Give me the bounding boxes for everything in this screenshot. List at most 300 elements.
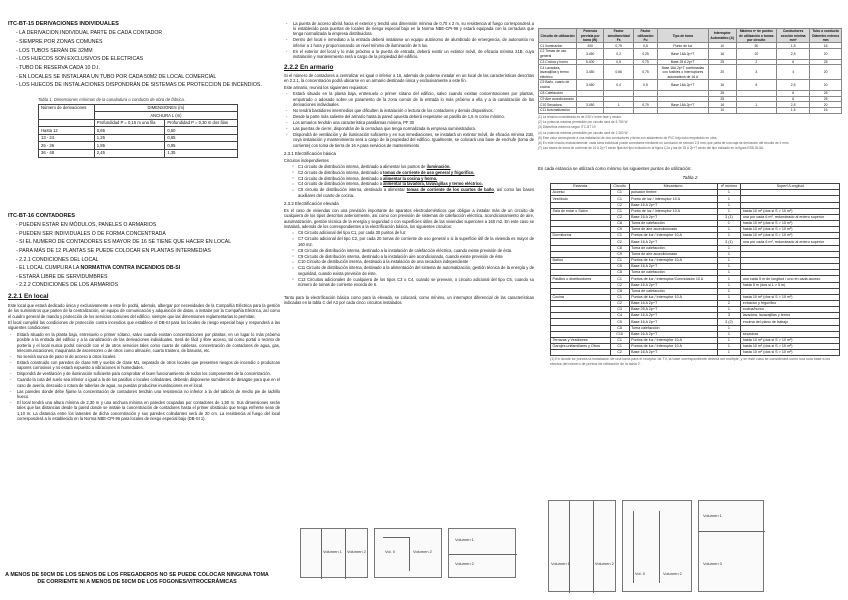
volume-label: Vol. 0: [385, 549, 396, 554]
list-item: - Estará construido con paredes de clase M0 y suelos de clase M1, separado de otros locales que presenten riesgos de incendio o produzcan vapores corrosivos y no estará expuesto a vibraciones ni humedades.: [8, 360, 280, 371]
table-header-cell: Estancia: [551, 184, 611, 190]
itc16-item: - ESTARÁ LIBRE DE SERVIDUMBRES: [16, 273, 108, 280]
table-row: [539, 80, 842, 90]
itc15-item: - LOS TUBOS SERÁN DE 32MM: [16, 47, 93, 54]
elevada-list: [292, 230, 534, 287]
table-cell: [634, 108, 658, 114]
table-cell: C2: [610, 202, 629, 208]
table-header-cell: Potencia prevista por toma (W): [577, 29, 604, 43]
table-cell: 1: [717, 196, 741, 202]
volume-label: Volumen 2: [663, 571, 682, 576]
divider: [383, 537, 409, 538]
table-cell: 3: [717, 313, 741, 319]
table-cell: 1: [717, 227, 741, 233]
table-cell: Base 16 A 2p+T: [629, 282, 717, 288]
table-cell: Base 16 A 2p+T: [629, 202, 717, 208]
itc16-item-text: - EL LOCAL CUMPLIRA LA: [16, 265, 80, 272]
table-cell: C1: [610, 233, 629, 239]
table-cell: C8: [610, 220, 629, 226]
table-cell: C9 Aire acondicionado: [539, 96, 577, 102]
table-cell: 0,66: [604, 65, 634, 80]
table1-sub2: Profundidad P = 0,30 m dos filas: [165, 119, 238, 127]
list-item: - No servirá nunca de paso ni de acceso a otros locales.: [8, 354, 280, 359]
table-cell: C10 Secadora: [539, 102, 577, 108]
table-cell: [604, 108, 634, 114]
table-cell: Toma de calefacción: [629, 220, 717, 226]
table-cell: Acceso: [551, 190, 611, 196]
table-cell: Toma de calefacción: [629, 270, 717, 276]
table-cell: hasta 10 m² (dos si S > 10 m²): [741, 350, 840, 356]
circuit-highlight: iluminación.: [426, 163, 451, 169]
door-list: [284, 21, 534, 60]
list-item: ○ C7 Circuito adicional del tipo C2, por cada 20 tomas de corriente de uso general o si la superficie útil de la vivienda es mayor de 160 m2.: [292, 236, 534, 247]
table-cell: una por cada 6 m², redondeado al entero superior: [741, 214, 840, 220]
table-cell: 1,25: [94, 134, 165, 142]
table-cell: hasta 10 m² (dos si S > 10 m²): [741, 344, 840, 350]
volume-label: Volumen 1: [551, 561, 570, 566]
table-cell: 6: [777, 90, 810, 96]
table1-header-top: DIMENSIONES (m): [94, 104, 237, 112]
basica-list: [292, 164, 534, 198]
table-cell: 6: [736, 80, 776, 90]
table-cell: Base 16 A 2p+T: [629, 313, 717, 319]
table-cell: Base 16 A 2p+T: [629, 214, 717, 220]
table-cell: Puntos de luz / Interruptor 10 A: [629, 294, 717, 300]
volume-label: Volumen 2: [455, 561, 474, 566]
itc16-item: - PUEDEN ESTAR EN MÓDULOS, PANELES O ARMARIOS: [16, 221, 157, 228]
table-cell: 16: [708, 102, 736, 108]
table-cell: 1: [717, 245, 741, 251]
table-cell: C1 Iluminación: [539, 43, 577, 49]
table-row: [39, 142, 238, 150]
table-note: (7) Las bases de toma de corriente de 16 A 2p+T serán fijas del tipo indicado en la figura C2a y las de 25 A 2p+T serán del tipo indicado en la figura ESB 25-5A.: [538, 146, 764, 151]
table-row: [39, 134, 238, 142]
table-cell: C2 Tomas de uso general: [539, 49, 577, 59]
divider: [321, 529, 322, 579]
itc15-item: - SIEMPRE POR ZONAS COMUNES: [16, 39, 103, 46]
table-cell: Toma de calefacción: [629, 288, 717, 294]
table-cell: C4 Lavadora, lavavajillas y termo eléctrico: [539, 65, 577, 80]
list-item: - Los armarios tendrán una característica parallamas mínima, PF 30: [284, 120, 534, 125]
local-list: [8, 332, 280, 422]
table-cell: 6: [777, 96, 810, 102]
list-item: ○ C9 Circuito de distribución interna, destinado a la instalación aire acondicionado, cuando existe previsión de éste: [292, 254, 534, 259]
table-cell: 1: [717, 233, 741, 239]
itc15-item: - LA DERIVACION INDIVIDUAL PARTE DE CADA CONTADOR: [16, 30, 163, 37]
list-item: [292, 164, 534, 169]
itc16-item: - PUEDEN SER INDIVIDUALES O DE FORMA CONCENTRADA: [16, 230, 166, 237]
table-cell: [577, 108, 604, 114]
list-item: [292, 181, 534, 186]
column-left: [8, 0, 280, 600]
table-cell: Puntos de luz / Interruptor 10 A: [629, 337, 717, 343]
elevada-paragraph: Tanto para la electrificación básica como para la elevada, se colocará, como mínimo, un interruptor diferencial de las características indicadas en la tabla C del A3 por cada cinco circuitos instalados.: [284, 294, 534, 306]
table-cell: hasta 5 m (dos si L > 5 m): [741, 282, 840, 288]
table2-note: (1) En donde se prevea la instalación de una toma para el receptor de TV, la base correspondiente deberá ser múltiple, y en este caso se considerará como una sola base a los efectos del número de puntos de utilización de la tabla 2.: [550, 357, 831, 367]
table-cell: hasta 10 m² (dos si S > 10 m²): [741, 294, 840, 300]
itc15-item: - LOS HUECOS DE INSTALACIONES DISPONDRÁN DE SISTEMAS DE PROTECCION DE INCENDIOS.: [16, 82, 262, 89]
table-cell: hasta 10 m² (dos si S > 10 m²): [741, 233, 840, 239]
table-cell: 1: [717, 190, 741, 196]
table-cell: 16: [708, 80, 736, 90]
table-cell: Toma de calefacción: [629, 245, 717, 251]
table-cell: 3.450: [577, 102, 604, 108]
plan-2: [374, 528, 442, 578]
basica-sub: Circuitos independientes: [284, 157, 329, 163]
table-cell: 3 (1): [717, 214, 741, 220]
table-cell: [736, 108, 776, 114]
table-cell: lavadora, lavavajillas y termo: [741, 313, 840, 319]
table-cell: [551, 350, 611, 356]
table-cell: 2: [717, 301, 741, 307]
table-cell: 200: [577, 43, 604, 49]
itc15-list: [8, 30, 280, 89]
table-cell: Pasillos o distribuidores: [551, 276, 611, 282]
table-row: [539, 65, 842, 80]
table-cell: 0,50: [165, 127, 238, 135]
divider: [449, 554, 517, 555]
table-cell: 0,65: [94, 127, 165, 135]
table-cell: 0,95: [165, 142, 238, 150]
circuits-table-body: [539, 43, 842, 114]
table-cell: C5: [610, 319, 629, 325]
table-cell: C1: [610, 294, 629, 300]
table-cell: Puntos de luz / Interruptor 10 A: [629, 233, 717, 239]
volume-label: Volumen 2: [347, 549, 366, 554]
table1-header-left: Número de derivaciones: [39, 104, 95, 119]
table-cell: 1: [717, 325, 741, 331]
table-header-cell: Conductores sección mínima mm²: [777, 29, 810, 43]
table-cell: Base 16 A 2p+T: [629, 350, 717, 356]
table-cell: 10: [708, 43, 736, 49]
table-cell: 20: [810, 49, 842, 59]
table-cell: Base 16 A 2p+T: [629, 331, 717, 337]
table-cell: 0,5: [634, 80, 658, 90]
elevada-paragraph: Es el caso de viviendas con una previsión importante de aparatos electrodomésticos que obligue a instalar más de un circuito de cualquiera de los tipos descritos anteriormente, así como con previsión de sistemas de calefacción eléctrica, acondicionamiento de aire, automatización, gestión técnica de la energía y seguridad o con superficies útiles de las viviendas superiores a 160 m2. En este caso se instalará, además de los correspondientes a la electrificación básica, los siguientes circuitos:: [284, 207, 534, 230]
circuit-highlight: tomas de corriente de los cuartos de baño: [406, 187, 494, 193]
table-cell: 4: [777, 65, 810, 80]
table-cell: C2: [610, 350, 629, 356]
table-header-cell: nº mínimo: [717, 184, 741, 190]
list-item: [292, 176, 534, 181]
local-paragraph: Este local que estará dedicado única y exclusivamente a este fin podrá, además, albergar por necesidades de la Compañía Eléctrica para la gestión de los suministros que parten de la centralización, un equipo de comunicación y adquisición de datos, a instalar por la Compañía Eléctrica, así como el cuadro general de mando y protección de los servicios comunes del edificio, siempre que las dimensiones reglamentarias lo permitan.: [8, 302, 280, 319]
table-cell: 1: [717, 282, 741, 288]
table-cell: Puntos de luz / Interruptor/Conmutador 10 A: [629, 276, 717, 282]
table-cell: C8: [610, 245, 629, 251]
table-cell: C5 Baño, cuarto de cocina: [539, 80, 577, 90]
table-cell: Base 16 A 2p+T: [629, 319, 717, 325]
itc16-item-norma: [16, 265, 280, 272]
table-cell: C4: [610, 313, 629, 319]
table-cell: Base 16A 2p+T combinadas con fusibles o interruptores automáticos de 16 A: [657, 65, 708, 80]
table-note: (2) La potencia máxima permisible por circuito será de 5.750 W: [538, 120, 628, 125]
table-cell: 2,5: [777, 49, 810, 59]
norma-bold: NORMATIVA CONTRA INCENDIOS DB-SI: [80, 265, 181, 272]
table-cell: 3 (2): [717, 319, 741, 325]
circuits-table: [538, 28, 842, 114]
column-right: [538, 0, 842, 600]
itc16-list: [8, 222, 280, 289]
table1-header-width: ANCHURA L (m): [94, 112, 237, 120]
table-cell: C2: [610, 282, 629, 288]
table-header-cell: Superf./Longitud: [741, 184, 840, 190]
table-cell: C5: [610, 264, 629, 270]
table-cell: 25: [810, 96, 842, 102]
circuits-table-notes: [538, 115, 842, 150]
table-cell: C9: [610, 251, 629, 257]
basica-title: 2.3.1 Electrificación básica: [284, 151, 336, 157]
final-note: A MENOS DE 50CM DE LOS SENOS DE LOS FREGADEROS NO SE PUEDE COLOCAR NINGUNA TOMA DE CORRIENTE NI A MENOS DE 50CM DE LOS FOGONES/VITROCERÁMICAS: [5, 572, 269, 586]
itc15-item: - TUBO DE RESERVA CADA 10 D.I.: [16, 64, 100, 71]
table-cell: C2: [610, 301, 629, 307]
table-cell: 0,25: [634, 49, 658, 59]
table-cell: 1: [717, 276, 741, 282]
table-cell: 0,4: [604, 80, 634, 90]
table-cell: Punto de luz / Interruptor 10 A: [629, 208, 717, 214]
table-cell: encima del plano de trabajo: [741, 319, 840, 325]
local-title: 2.2.1 En local: [8, 293, 49, 301]
table-cell: 0,5: [634, 43, 658, 49]
plan-3: [448, 528, 516, 578]
column-middle: [284, 0, 534, 600]
table-cell: 1: [717, 331, 741, 337]
itc16-item: - SI EL NUMERO DE CONTADORES ES MAYOR DE 16 SE TIENE QUE HACER EN LOCAL: [16, 239, 232, 246]
table-cell: Toma de aire acondicionado: [629, 251, 717, 257]
table-cell: cocina/horno: [741, 307, 840, 313]
table-cell: 1: [604, 102, 634, 108]
table-cell: 25: [708, 90, 736, 96]
volume-label: Volumen 1: [323, 549, 342, 554]
table-cell: 1: [717, 288, 741, 294]
table-cell: 1,5: [777, 43, 810, 49]
table-header-cell: Circuito: [610, 184, 629, 190]
table-cell: Base 16 A 2p+T: [629, 264, 717, 270]
table-cell: uno cada 5 m de longitud / uno en cada acceso: [741, 276, 840, 282]
volume-label: Vol. 0: [635, 571, 646, 576]
table-cell: C1: [610, 276, 629, 282]
circuit-text: C3 circuito de distribución interna, destinado a: [298, 175, 384, 181]
circuit-text: , así como las bases auxiliares del cuarto de cocina.: [298, 187, 534, 198]
table-cell: 0,75: [634, 102, 658, 108]
table-cell: 2,45: [94, 149, 165, 157]
table-cell: 1: [717, 220, 741, 226]
table-cell: 20: [708, 65, 736, 80]
itc16-item: - 2.2.2 CONDICIONES DE LOS ARMARIOS: [16, 282, 119, 289]
table-cell: 13 - 24: [39, 134, 95, 142]
list-item: - Cuando la cota del suelo sea inferior o igual a la de los pasillos o locales colindantes, deberán disponerse sumideros de desagüe para que en el caso de avería, descuido o rotura de tuberías de agua, no puedan producirse inundaciones en el local.: [8, 377, 280, 388]
itc16-item: - 2.2.1 CONDICIONES DEL LOCAL: [16, 256, 99, 263]
list-item: - El local tendrá una altura mínima de 2,30 m y una anchura mínima en paredes ocupadas por contadores de 1,50 m. Sus dimensiones serán tales que las distancias desde la pared donde se instale la concentración de contadores hasta el primer obstáculo que tenga enfrente sean de 1,10 m. La distancia entre los laterales de dicha concentración y sus paredes colindantes será de 20 cm. La resistencia al fuego del local corresponderá a lo establecido en la Norma NBE-CPI-96 para locales de riesgo especial bajo (DB-SI 1).: [8, 400, 280, 422]
table-cell: C3 Cocina y horno: [539, 59, 577, 65]
table-cell: C2: [610, 214, 629, 220]
table-cell: secadora: [741, 331, 840, 337]
table-cell: una por cada 6 m², redondeado al entero superior: [741, 239, 840, 245]
table-cell: Terrazas y Vestidores: [551, 337, 611, 343]
circuit-highlight: tomas de corriente de uso general y frigorífico.: [383, 169, 475, 175]
list-item: ○ C10 Circuito de distribución interna, destinado a la instalación de una secadora independiente: [292, 259, 534, 264]
rooms-table-body: [551, 190, 840, 356]
table-cell: Punto de luz / Interruptor 10 A: [629, 196, 717, 202]
table-cell: C2: [610, 239, 629, 245]
circuit-highlight: alimentar la cocina y horno.: [383, 175, 438, 181]
table-cell: Toma calefacción: [629, 325, 717, 331]
table-cell: Base 16 A 2p+T: [629, 239, 717, 245]
table-cell: Puntos de luz / Interruptor 10 A: [629, 257, 717, 263]
table-cell: C8 Calefacción: [539, 90, 577, 96]
volume-label: Volumen 3: [703, 561, 722, 566]
circuit-text: C2 circuito de distribución interna, destinado a: [298, 169, 384, 175]
table-cell: 0,75: [634, 65, 658, 80]
table-cell: 20: [810, 102, 842, 108]
table-cell: Garajes unifamiliares y Otros: [551, 344, 611, 350]
table-cell: 1: [717, 251, 741, 257]
table-cell: 3 (1): [717, 239, 741, 245]
table-note: (5) Este valor corresponde a una instalación de dos conductores y tierra con aislamiento de PVC bajo tubo empotrado en obra.: [538, 135, 718, 140]
table-header-row: [539, 29, 842, 43]
table-cell: C11 Automatización: [539, 108, 577, 114]
table-cell: hasta 10 m² (dos si S > 10 m²): [741, 337, 840, 343]
table-cell: [657, 108, 708, 114]
table-cell: 10: [708, 108, 736, 114]
list-item: - No tendrá bastidores intermedios que dificulten la instalación o lectura de los contadores y demás dispositivos.: [284, 108, 534, 113]
volume-label: Volumen 2: [595, 561, 614, 566]
table-cell: 1: [717, 264, 741, 270]
table1-sub1: Profundidad P = 0,15 m una fila: [94, 119, 165, 127]
local-paragraph: El local cumplirá las condiciones de protección contra incendios que establece el DB-SI para los locales de riesgo especial bajo y responderá a las siguientes condiciones:: [8, 319, 280, 331]
list-item: - Estará situado en la planta baja, entresuelo o primer sótano del edificio, salvo cuando existan concentraciones por plantas, empotrado o adosado sobre un paramento de la zona común de la entrada lo más próximo a ella y a la canalización de las derivaciones individuales.: [284, 91, 534, 107]
table-cell: 1: [717, 350, 741, 356]
table-cell: 3.450: [577, 80, 604, 90]
table-cell: 25: [708, 59, 736, 65]
table-cell: 25: [708, 96, 736, 102]
table-cell: 1: [717, 337, 741, 343]
table-cell: 1: [717, 257, 741, 263]
table-cell: C1: [610, 337, 629, 343]
table-cell: 2,5: [777, 80, 810, 90]
table-cell: C8: [610, 288, 629, 294]
table-row: [539, 108, 842, 114]
table-cell: 2,5: [777, 102, 810, 108]
table-header-cell: Mecanismo: [629, 184, 717, 190]
table-cell: Dormitorios: [551, 233, 611, 239]
table-cell: 0,65: [165, 134, 238, 142]
table2-intro: En cada estancia se utilizará como mínimo los siguientes puntos de utilización:: [538, 166, 692, 172]
volume-label: Volumen 2: [413, 549, 432, 554]
table-cell: 16: [708, 49, 736, 59]
table-note: (6) En este circuito exclusivamente, cada toma individual puede conectarse mediante un conductor de sección 2,5 mm² que parta de una caja de derivación del circuito de 4 mm².: [538, 140, 790, 145]
table-cell: 16: [810, 43, 842, 49]
list-item: - En el exterior del local y lo más próximo a la puerta de entrada, deberá existir un extintor móvil, de eficacia mínima 21B, cuya instalación y mantenimiento será a cargo de la propiedad del edificio.: [284, 49, 534, 60]
table-row: [39, 127, 238, 135]
table-cell: Base 16 A 2p+T: [629, 301, 717, 307]
table-header-cell: Circuito de utilización: [539, 29, 577, 43]
table-cell: 3.450: [577, 65, 604, 80]
divider: [345, 529, 346, 579]
table-cell: 1: [717, 344, 741, 350]
table-cell: 1: [717, 270, 741, 276]
volume-label: Volumen 1: [455, 537, 474, 542]
table-cell: 25: [810, 90, 842, 96]
table-cell: 0,75: [634, 59, 658, 65]
armario-title: 2.2.2 En armario: [284, 63, 334, 71]
table-cell: Baños: [551, 257, 611, 263]
table-cell: Base 25 A 2p+T: [657, 59, 708, 65]
table1-caption: Tabla 1. Dimensiones mínimas de la canaladura o conducto de obra de fábrica.: [38, 97, 185, 103]
itc15-title: ITC-BT-15 DERIVACIONES INDIVIDUALES: [8, 21, 119, 28]
list-item: [292, 187, 534, 198]
table-cell: 1,35: [165, 149, 238, 157]
table1-blank: [39, 119, 95, 127]
table-cell: 20: [736, 49, 776, 59]
table-cell: 0,75: [604, 43, 634, 49]
table-cell: pulsador timbre: [629, 190, 717, 196]
itc15-item: - EN LOCALES SE INSTALARA UN TUBO POR CADA 50M2 DE LOCAL COMERCIAL: [16, 73, 217, 80]
table-cell: Puntos de luz / Interruptor 10 A: [629, 344, 717, 350]
table-cell: 6: [777, 59, 810, 65]
table-cell: 1: [717, 208, 741, 214]
table-cell: 0,2: [604, 49, 634, 59]
list-item: - La puerta de acceso abrirá hacia el exterior y tendrá una dimensión mínima de 0,70 x 2 m, su resistencia al fuego corresponderá a lo establecido para puertas de locales de riesgo especial bajo en la Norma NBE-CPI-96 y estará equipada con la cerradura que tenga normalizada la empresa distribuidora.: [284, 21, 534, 37]
table-cell: Sala de estar o Salón: [551, 208, 611, 214]
table-cell: 1: [717, 202, 741, 208]
table-cell: Base 16A 2p+T: [657, 49, 708, 59]
divider: [409, 537, 410, 571]
table-header-cell: Tubo o conducto Diámetro externo mm: [810, 29, 842, 43]
armario-paragraph: Si el número de contadores a centralizar es igual o inferior a 16, además de poderse instalar en un local de las características descritas en 2.2.1, la concentración podrá ubicarse en un armario destinado única y exclusivamente a este fin.: [284, 72, 534, 84]
table-cell: 20: [810, 80, 842, 90]
list-item: - Las puertas de cierre, dispondrán de la cerradura que tenga normalizada la empresa suministradora.: [284, 126, 534, 131]
circuit-text: C1 circuito de distribución interna, destinado a alimentar los puntos de: [298, 163, 427, 169]
table-cell: C1: [610, 257, 629, 263]
list-item: - Dentro del local e inmediato a la entrada deberá instalarse un equipo autónomo de alumbrado de emergencia, de autonomía no inferior a 1 hora y proporcionando un nivel mínimo de iluminación de 5 lux.: [284, 37, 534, 48]
list-item: - Estará situado en la planta baja, entresuelo o primer sótano, salvo cuando existan concentraciones por plantas, en un lugar lo más próximo posible a la entrada del edificio y a la canalización de las derivaciones individuales. Será de fácil y libre acceso, tal como portal o recinto de portería y el local nunca podrá coincidir con el de otros servicios tales como cuarto de calderas, concentración de contadores de agua, gas, telecomunicaciones, maquinaria de ascensores o de otros como almacén, cuarto trastero, de basuras, etc.: [8, 332, 280, 354]
elevada-title: 2.3.2 Electrificación elevada: [284, 201, 339, 207]
table-cell: Base 16A 2p+T: [657, 80, 708, 90]
volume-label: Volumen 1: [703, 513, 722, 518]
table-cell: 1: [717, 294, 741, 300]
table-cell: 36 - 48: [39, 149, 95, 157]
table-header-cell: Máximo nº de puntos de utilización o tomas por circuito: [736, 29, 776, 43]
list-item: ○ C8 Circuito de distribución interna, destinado a la instalación de calefacción eléctrica, cuando existe previsión de ésta.: [292, 248, 534, 253]
table-cell: Punto de luz: [657, 43, 708, 49]
table-cell: 1: [736, 102, 776, 108]
list-item: ○ C11 Circuito de distribución interna, destinado a la alimentación del sistema de automatización, gestión técnica de la energía y de seguridad, cuando exista previsión de éste.: [292, 265, 534, 276]
table-cell: Base 25 A 2p+T: [629, 307, 717, 313]
table-row: [551, 350, 840, 356]
plan-1: [300, 528, 368, 578]
list-item: ○ C6 Circuito adicional del tipo C1, por cada 30 puntos de luz: [292, 230, 534, 235]
table-header-cell: Interruptor Automático (A): [708, 29, 736, 43]
list-item: - Dispondrá de ventilación y de iluminación suficiente y en sus inmediaciones, se instalará un extintor móvil, de eficacia mínima 21B, cuya instalación y mantenimiento será a cargo de la propiedad del edificio. Igualmente, se colocará una base de enchufe (toma de corriente) con toma de tierra de 16 A para servicios de mantenimiento: [284, 132, 534, 148]
list-item: ○ C12 Circuitos adicionales de cualquiera de los tipos C3 o C4, cuando se prevean, o circuito adicional del tipo C5, cuando su número de tomas de corriente exceda de 6.: [292, 277, 534, 288]
table-cell: 30: [736, 43, 776, 49]
circuit-text: C4 circuito de distribución interna, destinado a: [298, 181, 384, 187]
table-cell: Hasta 12: [39, 127, 95, 135]
table-cell: 1: [717, 307, 741, 313]
table-header-cell: Tipo de toma: [657, 29, 708, 43]
table-cell: 2: [736, 59, 776, 65]
armario-paragraph: Este armario, reunirá los siguientes requisitos:: [284, 84, 368, 90]
table-cell: 16: [810, 108, 842, 114]
table-note: (3) Diámetros externos según ITC-BT 19: [538, 125, 596, 130]
table2-title: Tabla 2: [682, 174, 698, 180]
list-item: [292, 170, 534, 175]
list-item: - Desde la parte más saliente del armario hasta la pared opuesta deberá respetarse un pasillo de 1,5 m como mínimo.: [284, 114, 534, 119]
table-cell: hasta 10 m² (dos si S > 10 m²): [741, 208, 840, 214]
table-cell: Vestíbulo: [551, 196, 611, 202]
itc16-title: ITC-BT-16 CONTADORES: [8, 212, 76, 219]
table-cell: 25 - 36: [39, 142, 95, 150]
